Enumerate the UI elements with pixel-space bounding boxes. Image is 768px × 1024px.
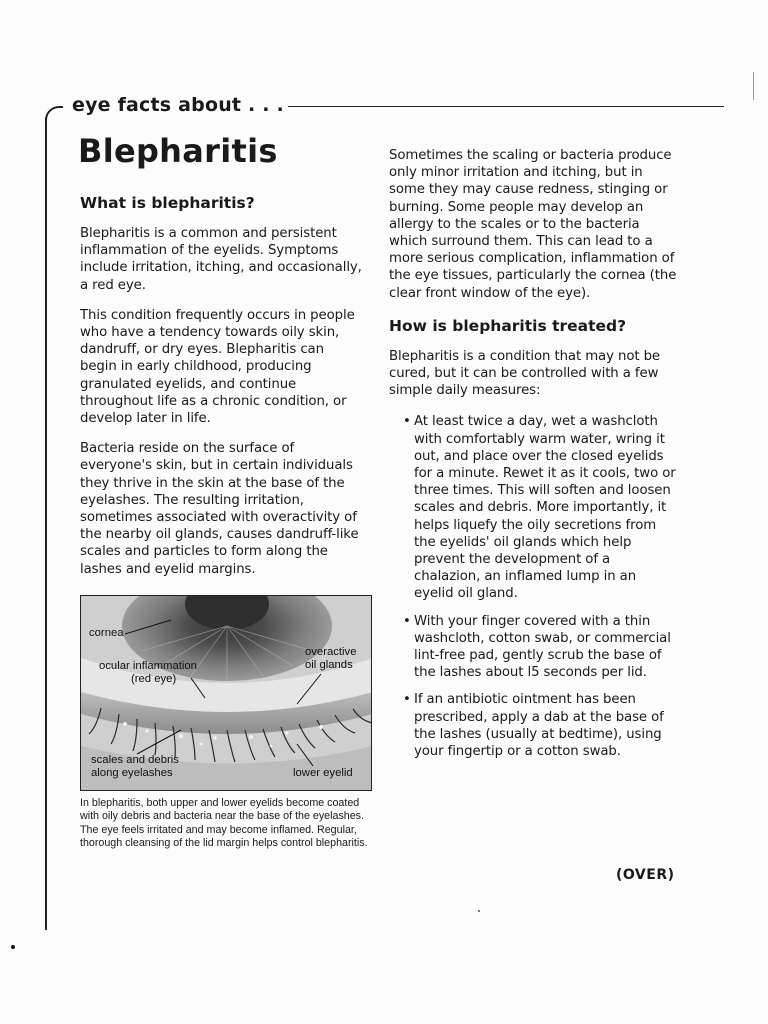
label-red-eye: (red eye)	[131, 673, 177, 685]
label-ocular-inflammation: ocular inflammation	[99, 660, 197, 672]
figure-caption: In blepharitis, both upper and lower eyelids become coated with oily debris and bacteria near the base of the eyelashes. The eye feels irritated and may become inflamed. Regular, thorough cleansing of the lid margin helps control blepharitis.	[80, 797, 368, 850]
series-kicker: eye facts about . . .	[72, 94, 284, 116]
paragraph: Blepharitis is a condition that may not be cured, but it can be controlled with a few simple daily measures:	[389, 348, 661, 399]
section-heading-what: What is blepharitis?	[80, 194, 255, 212]
right-column	[389, 147, 679, 770]
eye-illustration	[80, 595, 372, 791]
label-oil-glands: oil glands	[305, 659, 353, 671]
label-overactive: overactive	[305, 646, 357, 658]
paragraph: Blepharitis is a common and persistent inflammation of the eyelids. Symptoms include irritation, itching, and occasionally, a red eye.	[80, 226, 362, 293]
list-item: • With your finger covered with a thin washcloth, cotton swab, or commercial lint-free pad, gently scrub the base of the lashes about l5 seconds per lid.	[403, 613, 679, 682]
paragraph: Bacteria reside on the surface of everyone's skin, but in certain individuals they thrive in the skin at the base of the eyelashes. The resulting irritation, sometimes associated with overactivity of the nearby oil glands, causes dandruff-like scales and particles to form along the lashes and eyelid margins.	[80, 441, 359, 577]
treatment-list	[389, 413, 679, 760]
label-cornea: cornea	[89, 627, 124, 639]
left-column	[80, 193, 362, 591]
frame-corner	[45, 106, 63, 122]
margin-dot	[11, 945, 15, 949]
label-scales-and-debris: scales and debris	[91, 754, 179, 766]
header-rule	[288, 106, 724, 107]
page-edge-mark	[753, 72, 754, 100]
continued-marker: (OVER)	[616, 867, 675, 883]
label-along-eyelashes: along eyelashes	[91, 767, 173, 779]
list-item: • If an antibiotic ointment has been prescribed, apply a dab at the base of the lashes (usually at bedtime), using your fingertip or a cotton swab.	[403, 691, 679, 760]
label-lower-eyelid: lower eyelid	[293, 767, 353, 779]
section-heading-treated: How is blepharitis treated?	[389, 316, 627, 335]
paragraph: Sometimes the scaling or bacteria produce only minor irritation and itching, but in some they may cause redness, stinging or burning. Some people may develop an allergy to the scales or to the bacteria which surround them. This can lead to a more serious complication, inflammation of the eye tissues, particularly the cornea (the clear front window of the eye).	[389, 148, 677, 301]
frame-left-rule	[45, 118, 47, 930]
list-item: • At least twice a day, wet a washcloth with comfortably warm water, wring it out, and place over the closed eyelids for a minute. Rewet it as it cools, two or three times. This will soften and loosen scales and debris. More importantly, it helps liquefy the oily secretions from the eyelids' oil glands which help prevent the development of a chalazion, an inflamed lump in an eyelid oil gland.	[403, 413, 679, 602]
paragraph: This condition frequently occurs in people who have a tendency towards oily skin, dandruff, or dry eyes. Blepharitis can begin in early childhood, producing granulated eyelids, and continue throughout life as a chronic condition, or develop later in life.	[80, 307, 355, 427]
page-title: Blepharitis	[78, 132, 278, 170]
speck	[478, 910, 480, 912]
